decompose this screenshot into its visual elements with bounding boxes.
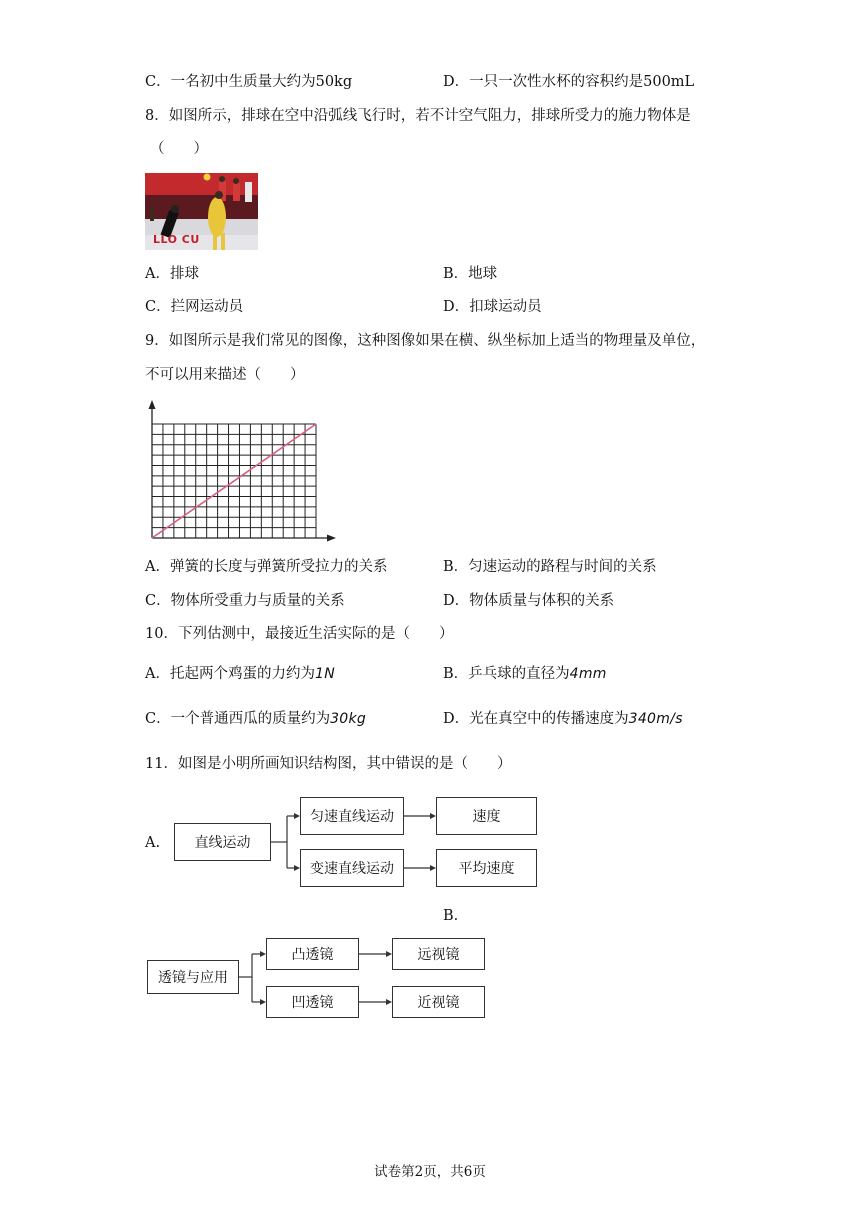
q8-option-b: B．地球	[443, 266, 498, 282]
q11-option-b-label: B.	[443, 908, 459, 924]
q9-proportional-line	[152, 424, 316, 538]
diagram-a-root: 直线运动	[174, 823, 271, 861]
q9-graph	[140, 398, 340, 548]
q9-stem-line2: 不可以用来描述（ ）	[145, 367, 305, 383]
diagram-b-leaf2: 近视镜	[392, 986, 485, 1018]
q9-option-c: C．物体所受重力与质量的关系	[145, 593, 345, 609]
q8-option-c: C．拦网运动员	[145, 299, 244, 315]
q10-option-c-text: C．一个普通西瓜的质量约为	[145, 711, 331, 727]
q8-option-d: D．扣球运动员	[443, 299, 542, 315]
q10-option-b	[443, 664, 607, 684]
q11-option-a-label: A.	[145, 835, 161, 851]
q7-option-d: D．一只一次性水杯的容积约是500mL	[443, 74, 695, 90]
q8-stem: 8．如图所示，排球在空中沿弧线飞行时，若不计空气阻力，排球所受力的施力物体是	[145, 108, 691, 124]
photo-banner-text: LLO CU	[153, 233, 200, 246]
diagram-a-branch1: 匀速直线运动	[300, 797, 404, 835]
diagram-b-leaf1: 远视镜	[392, 938, 485, 970]
diagram-a-leaf2: 平均速度	[436, 849, 537, 887]
y-axis-arrow	[149, 400, 156, 409]
q7-option-c: C．一名初中生质量大约为50kg	[145, 74, 353, 90]
q10-stem: 10．下列估测中，最接近生活实际的是（ ）	[145, 626, 454, 642]
x-axis-arrow	[327, 535, 336, 542]
q10-option-a-text: A．托起两个鸡蛋的力约为	[145, 666, 315, 682]
q8-answer-paren: （ ）	[150, 141, 208, 157]
diagram-b-root: 透镜与应用	[147, 960, 239, 994]
diagram-b-branch1: 凸透镜	[266, 938, 359, 970]
volleyball-photo	[145, 173, 258, 250]
page-footer: 试卷第2页，共6页	[374, 1164, 486, 1180]
q10-option-c	[145, 709, 366, 729]
q10-option-d-text: D．光在真空中的传播速度为	[443, 711, 629, 727]
q10-option-a	[145, 664, 335, 684]
q10-option-d-value: 340m/s	[628, 711, 683, 727]
q9-option-b: B．匀速运动的路程与时间的关系	[443, 559, 657, 575]
q10-option-a-value: 1N	[314, 666, 335, 682]
q10-option-c-value: 30kg	[330, 711, 367, 727]
q10-option-b-text: B．乒乓球的直径为	[443, 666, 570, 682]
diagram-a-leaf1: 速度	[436, 797, 537, 835]
diagram-a-branch2: 变速直线运动	[300, 849, 404, 887]
q8-option-a: A．排球	[145, 266, 199, 282]
q9-option-d: D．物体质量与体积的关系	[443, 593, 615, 609]
q9-option-a: A．弹簧的长度与弹簧所受拉力的关系	[145, 559, 388, 575]
q11-stem: 11．如图是小明所画知识结构图，其中错误的是（ ）	[145, 756, 512, 772]
diagram-b-branch2: 凹透镜	[266, 986, 359, 1018]
q9-stem-line1: 9．如图所示是我们常见的图像，这种图像如果在横、纵坐标加上适当的物理量及单位，	[145, 333, 706, 349]
q10-option-d	[443, 709, 683, 729]
q10-option-b-value: 4mm	[569, 666, 607, 682]
